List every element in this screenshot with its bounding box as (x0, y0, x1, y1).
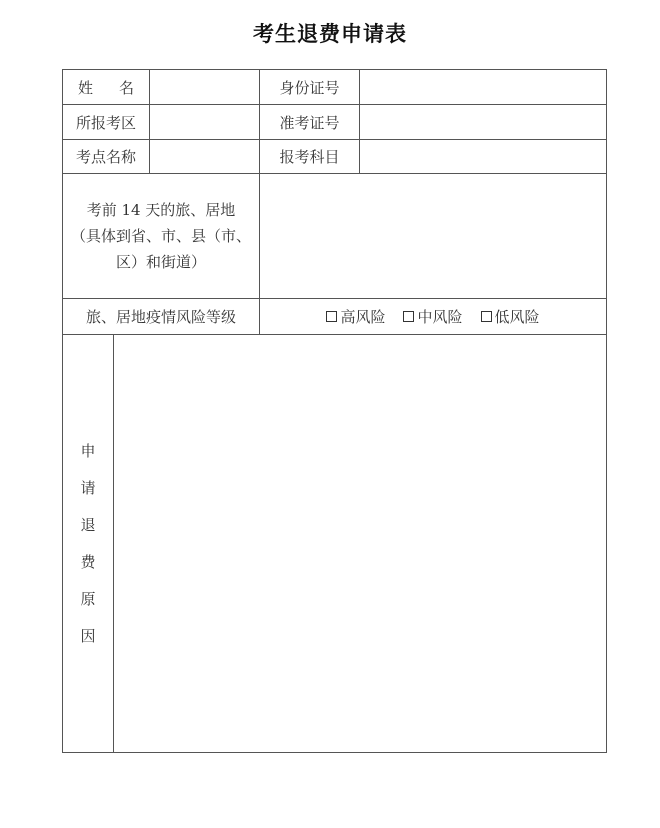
high-risk-option[interactable] (326, 306, 385, 327)
travel-label-line-3: 区）和街道） (115, 253, 206, 271)
exam-site-label: 考点名称 (75, 148, 136, 166)
low-risk-option[interactable] (481, 306, 540, 327)
reason-char-1: 申 (80, 441, 96, 460)
low-risk-label: 低风险 (494, 308, 540, 326)
exam-area-input[interactable] (150, 105, 259, 139)
reason-char-3: 退 (80, 515, 96, 534)
reason-char-4: 费 (80, 552, 96, 571)
risk-level-label: 旅、居地疫情风险等级 (85, 308, 236, 326)
medium-risk-option[interactable] (403, 306, 462, 327)
high-risk-checkbox[interactable] (326, 311, 337, 322)
travel-label-line-2: （具体到省、市、县（市、 (70, 227, 251, 245)
admission-ticket-input[interactable] (360, 105, 606, 139)
exam-area-label: 所报考区 (75, 113, 136, 132)
low-risk-checkbox[interactable] (481, 311, 492, 322)
name-label-char-1: 姓 (77, 78, 93, 97)
reason-char-5: 原 (80, 589, 96, 608)
refund-reason-input[interactable] (114, 335, 606, 752)
exam-subject-label: 报考科目 (279, 148, 340, 166)
high-risk-label: 高风险 (340, 308, 386, 326)
refund-reason-label (63, 335, 113, 752)
form-title: 考生退费申请表 (253, 21, 407, 46)
name-label (63, 70, 149, 104)
id-number-input[interactable] (360, 70, 606, 104)
id-number-label: 身份证号 (279, 78, 340, 97)
risk-level-options (260, 299, 606, 334)
exam-site-input[interactable] (150, 140, 259, 173)
name-input[interactable] (150, 70, 259, 104)
admission-ticket-label: 准考证号 (279, 113, 340, 132)
name-label-char-2: 名 (119, 78, 135, 97)
medium-risk-checkbox[interactable] (403, 311, 414, 322)
travel-history-input[interactable] (260, 174, 606, 298)
reason-char-6: 因 (80, 626, 96, 645)
travel-history-label (63, 196, 259, 276)
table-border-right (606, 69, 607, 753)
travel-label-line-1: 考前 14 天的旅、居地 (86, 201, 236, 219)
medium-risk-label: 中风险 (417, 308, 463, 326)
table-border-bottom (62, 752, 607, 753)
reason-char-2: 请 (80, 478, 96, 497)
exam-subject-input[interactable] (360, 140, 606, 173)
